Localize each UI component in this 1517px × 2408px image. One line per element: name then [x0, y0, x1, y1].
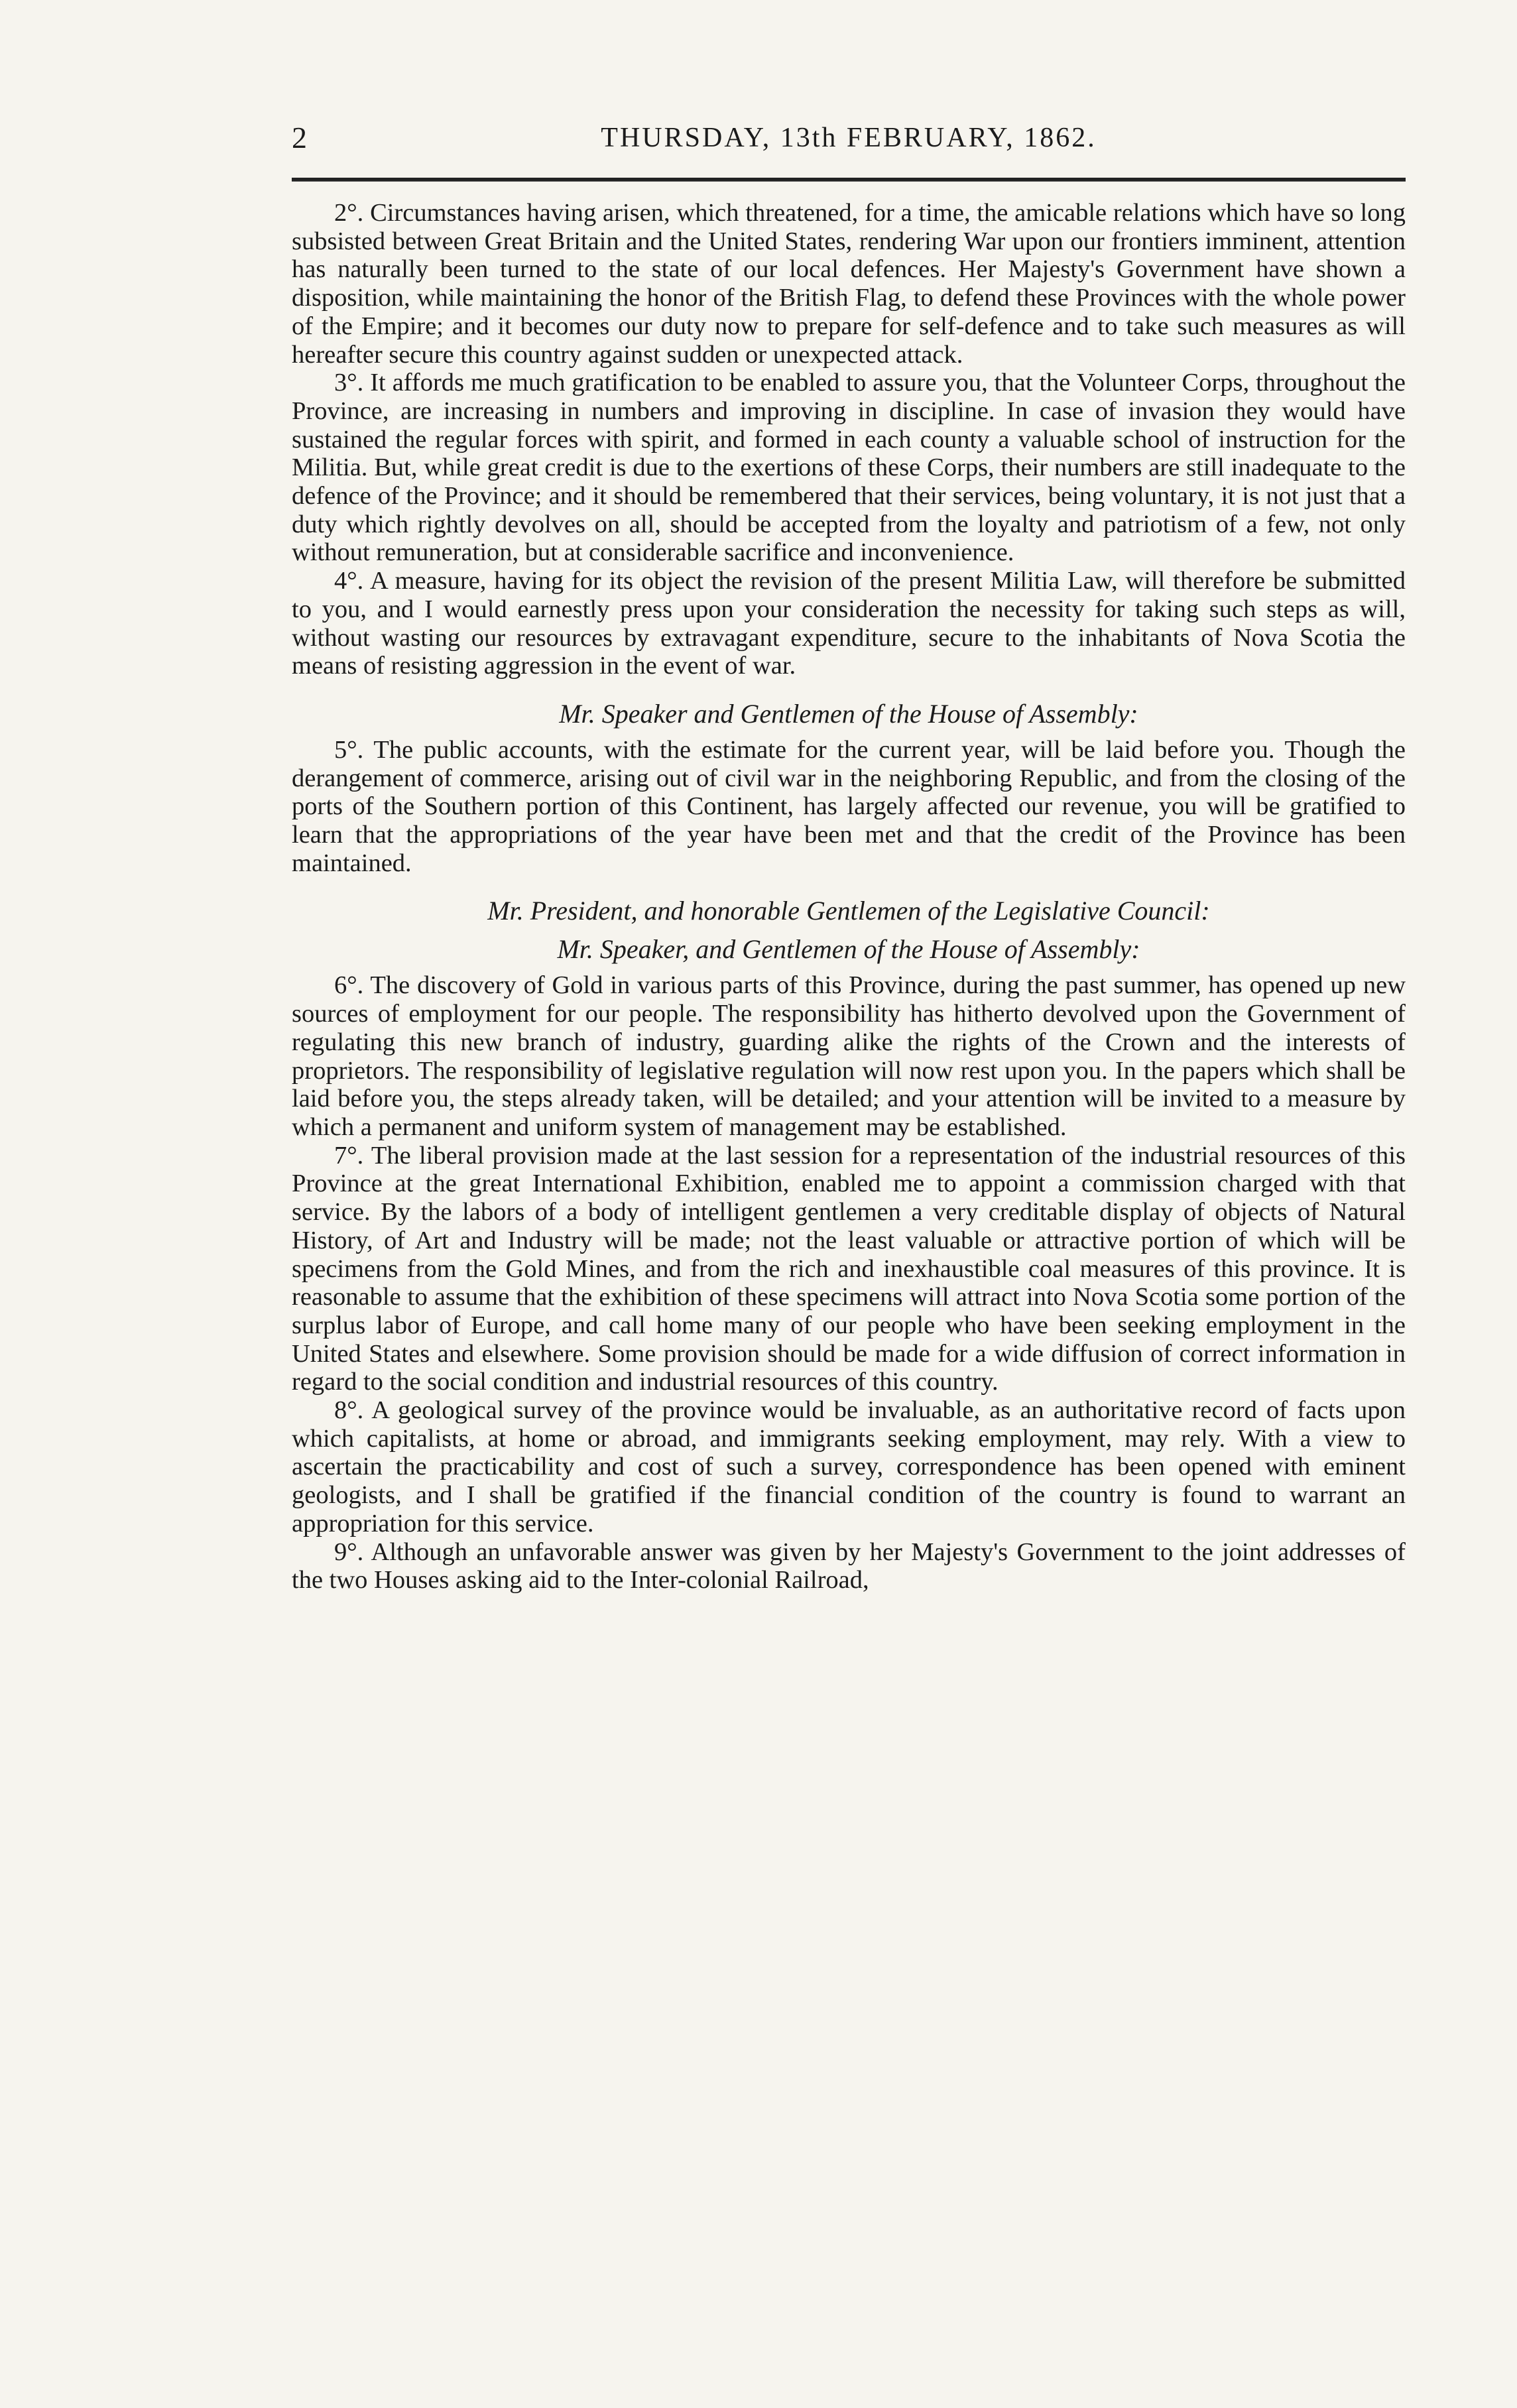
paragraph-8 [292, 1396, 1406, 1538]
paragraph-text: Although an unfavorable answer was given by her Majesty's Government to the joint addresses of the two Houses asking aid to the Inter-colonial Railroad, [292, 1537, 1406, 1595]
paragraph-5 [292, 736, 1406, 878]
running-title: THURSDAY, 13th FEBRUARY, 1862. [601, 123, 1097, 153]
address-council: Mr. President, and honorable Gentlemen of the Legislative Council: [487, 896, 1210, 926]
paragraph-text: The discovery of Gold in various parts of this Province, during the past summer, has opened up new sources of employment for our people. The responsibility has hitherto devolved upon the Government of regulating this new branch of industry, guarding alike the rights of the Crown and the interests of proprietors. The responsibility of legislative regulation will now rest upon you. In the papers which shall be laid before you, the steps already taken, will be detailed; and your attention will be invited to a measure by which a permanent and uniform system of management may be established. [292, 971, 1406, 1141]
paragraph-number: 3°. [334, 369, 364, 397]
page-header [292, 118, 1406, 178]
paragraph-number: 2°. [334, 199, 364, 227]
header-rule [292, 178, 1406, 182]
page-number: 2 [292, 121, 307, 154]
paragraph-text: A measure, having for its object the revision of the present Militia Law, will therefore be submitted to you, and I would earnestly press upon your consideration the necessity for taking such steps as will, without wasting our resources by extravagant expenditure, secure to the inhabitants of Nova Scotia the means of resisting aggression in the event of war. [292, 567, 1406, 680]
paragraph-number: 9°. [334, 1537, 364, 1566]
paragraph-number: 7°. [334, 1141, 364, 1170]
paragraph-text: The public accounts, with the estimate for the current year, will be laid before you. Though the derangement of commerce, arising out of civil war in the neighboring Republic, and from the closing of the ports of the Southern portion of this Continent, has largely affected our revenue, you will be gratified to learn that the appropriations of the year have been met and that the credit of the Province has been maintained. [292, 735, 1406, 877]
paragraph-number: 5°. [334, 735, 364, 764]
address-assembly: Mr. Speaker and Gentlemen of the House of Assembly: [559, 698, 1138, 729]
paragraph-text: The liberal provision made at the last session for a representation of the industrial resources of this Province at the great International Exhibition, enabled me to appoint a commission charged with that service. By the labors of a body of intelligent gentlemen a very creditable display of objects of Natural History, of Art and Industry will be made; not the least valuable or attractive portion of which will be specimens from the Gold Mines, and from the rich and inexhaustible coal measures of this province. It is reasonable to assume that the exhibition of these specimens will attract into Nova Scotia some portion of the surplus labor of Europe, and call home many of our people who have been seeking employment in the United States and elsewhere. Some provision should be made for a wide diffusion of correct information in regard to the social condition and industrial resources of this country. [292, 1141, 1406, 1396]
speech-body [292, 199, 1406, 1595]
paragraph-6 [292, 971, 1406, 1141]
paragraph-9 [292, 1538, 1406, 1595]
paragraph-number: 4°. [334, 567, 364, 595]
address-assembly-2: Mr. Speaker, and Gentlemen of the House of Assembly: [557, 934, 1140, 965]
paragraph-number: 6°. [334, 971, 364, 1000]
paragraph-7 [292, 1142, 1406, 1396]
paragraph-2 [292, 199, 1406, 369]
paragraph-text: A geological survey of the province would be invaluable, as an authoritative record of facts upon which capitalists, at home or abroad, and immigrants seeking employment, may rely. With a view to ascertain the practicability and cost of such a survey, correspondence has been opened with eminent geologists, and I shall be gratified if the financial condition of the country is found to warrant an appropriation for this service. [292, 1396, 1406, 1537]
paragraph-number: 8°. [334, 1396, 364, 1425]
paragraph-text: It affords me much gratification to be enabled to assure you, that the Volunteer Corps, throughout the Province, are increasing in numbers and improving in discipline. In case of invasion they would have sustained the regular forces with spirit, and formed in each county a valuable school of instruction for the Militia. But, while great credit is due to the exertions of these Corps, their numbers are still inadequate to the defence of the Province; and it should be remembered that their services, being voluntary, it is not just that a duty which rightly devolves on all, should be accepted from the loyalty and patriotism of a few, not only without remuneration, but at considerable sacrifice and inconvenience. [292, 369, 1406, 567]
paragraph-text: Circumstances having arisen, which threatened, for a time, the amicable relations which have so long subsisted between Great Britain and the United States, rendering War upon our frontiers imminent, attention has naturally been turned to the state of our local defences. Her Majesty's Government have shown a disposition, while maintaining the honor of the British Flag, to defend these Provinces with the whole power of the Empire; and it becomes our duty now to prepare for self-defence and to take such measures as will hereafter secure this country against sudden or unexpected attack. [292, 199, 1406, 369]
paragraph-3 [292, 369, 1406, 567]
paragraph-4 [292, 567, 1406, 680]
